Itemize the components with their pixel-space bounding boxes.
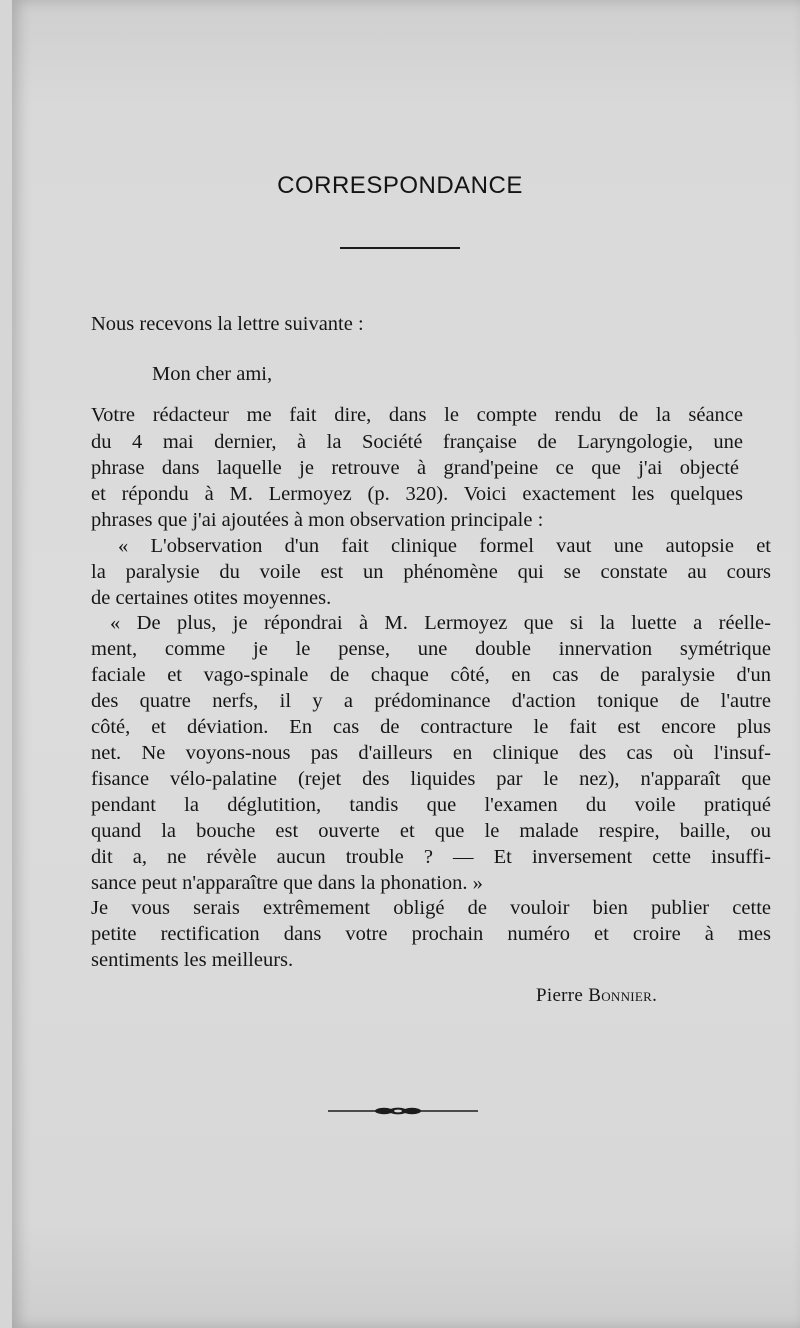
body-line-17: quand la bouche est ouverte et que le malade respire, baille, ou: [91, 820, 771, 842]
closing-ornament: [328, 1104, 478, 1118]
body-line-4: et répondu à M. Lermoyez (p. 320). Voici exactement les quelques: [91, 483, 743, 505]
body-line-10: ment, comme je le pense, une double innervation symétrique: [91, 638, 771, 660]
body-line-14: net. Ne voyons-nous pas d'ailleurs en clinique des cas où l'insuf-: [91, 742, 771, 764]
body-line-20: Je vous serais extrêmement obligé de vouloir bien publier cette: [91, 897, 771, 919]
body-line-12: des quatre nerfs, il y a prédominance d'action tonique de l'autre: [91, 690, 771, 712]
body-line-15: fisance vélo-palatine (rejet des liquides par le nez), n'apparaît que: [91, 768, 771, 790]
body-line-9: « De plus, je répondrai à M. Lermoyez que si la luette a réelle-: [110, 612, 771, 634]
body-line-7: la paralysie du voile est un phénomène qui se constate au cours: [91, 561, 771, 583]
body-line-3: phrase dans laquelle je retrouve à grand'peine ce que j'ai objecté: [91, 457, 739, 479]
body-line-22: sentiments les meilleurs.: [91, 949, 294, 971]
body-line-13: côté, et déviation. En cas de contracture le fait est encore plus: [91, 716, 771, 738]
body-line-1: Votre rédacteur me fait dire, dans le compte rendu de la séance: [91, 404, 743, 426]
body-line-19: sance peut n'apparaître que dans la phonation. »: [91, 872, 483, 894]
intro-line: Nous recevons la lettre suivante :: [91, 313, 364, 335]
body-line-6: « L'observation d'un fait clinique formel vaut une autopsie et: [118, 535, 771, 557]
title-divider: [340, 247, 460, 249]
signature: [536, 985, 657, 1007]
signature-last-name: Bonnier.: [588, 985, 658, 1006]
body-line-18: dit a, ne révèle aucun trouble ? — Et inversement cette insuffi-: [91, 846, 771, 868]
body-line-21: petite rectification dans votre prochain numéro et croire à mes: [91, 923, 771, 945]
body-line-5: phrases que j'ai ajoutées à mon observation principale :: [91, 509, 544, 531]
body-line-2: du 4 mai dernier, à la Société française de Laryngologie, une: [91, 431, 743, 453]
salutation-line: Mon cher ami,: [152, 363, 273, 385]
signature-first-name: Pierre: [536, 985, 584, 1006]
body-line-11: faciale et vago-spinale de chaque côté, en cas de paralysie d'un: [91, 664, 771, 686]
page-title: CORRESPONDANCE: [277, 172, 523, 199]
body-line-8: de certaines otites moyennes.: [91, 587, 332, 609]
body-line-16: pendant la déglutition, tandis que l'examen du voile pratiqué: [91, 794, 771, 816]
